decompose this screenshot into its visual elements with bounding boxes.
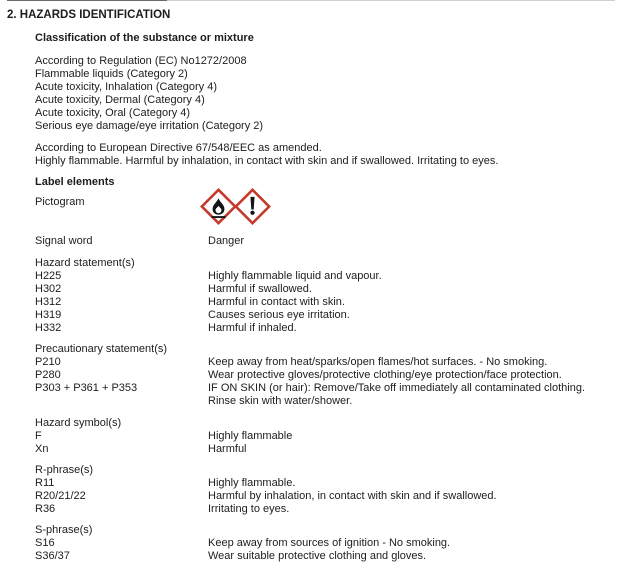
signal-word-row <box>35 235 615 248</box>
flame-pictogram-icon <box>200 188 237 225</box>
statement-code: H319 <box>35 309 62 321</box>
ghs-pictograms <box>200 188 615 225</box>
phrase-text: Highly flammable. <box>208 477 296 489</box>
phrase-text: Harmful by inhalation, in contact with skin and if swallowed. <box>208 490 497 502</box>
r-phrases-block <box>35 464 615 516</box>
classification-line: According to Regulation (EC) No1272/2008 <box>35 55 247 67</box>
statement-text: Keep away from heat/sparks/open flames/hot surfaces. - No smoking. <box>208 356 548 368</box>
statement-row <box>35 270 615 283</box>
statement-row <box>35 356 615 369</box>
crop-artifact-line <box>7 0 167 1</box>
phrase-text: Wear suitable protective clothing and gloves. <box>208 550 427 562</box>
statement-text: Causes serious eye irritation. <box>208 309 350 321</box>
phrase-row <box>35 550 615 563</box>
phrase-text: Keep away from sources of ignition - No smoking. <box>208 537 451 549</box>
phrase-text: Irritating to eyes. <box>208 503 290 515</box>
statement-row <box>35 382 615 408</box>
phrase-row <box>35 503 615 516</box>
section-content <box>35 32 615 563</box>
statement-text: Harmful in contact with skin. <box>208 296 345 308</box>
precautionary-statements-block <box>35 343 615 408</box>
statement-text-line2: Rinse skin with water/shower. <box>208 395 353 407</box>
classification-line: Acute toxicity, Inhalation (Category 4) <box>35 81 217 93</box>
statement-text: Harmful if inhaled. <box>208 322 297 334</box>
signal-word-value: Danger <box>208 235 245 247</box>
statement-code: H302 <box>35 283 62 295</box>
phrase-code: S36/37 <box>35 550 70 562</box>
classification-line: Acute toxicity, Dermal (Category 4) <box>35 94 205 106</box>
statement-text: Wear protective gloves/protective clothing/eye protection/face protection. <box>208 369 562 381</box>
phrase-code: R20/21/22 <box>35 490 86 502</box>
statement-row <box>35 309 615 322</box>
pictogram-label: Pictogram <box>35 196 85 208</box>
classification-line: Acute toxicity, Oral (Category 4) <box>35 107 191 119</box>
phrase-row <box>35 477 615 490</box>
hazard-symbols-heading: Hazard symbol(s) <box>35 417 122 429</box>
classification-line: Highly flammable. Harmful by inhalation, in contact with skin and if swallowed. Irritating to eyes. <box>35 155 499 167</box>
statement-code: P303 + P361 + P353 <box>35 382 138 394</box>
section-title: 2. HAZARDS IDENTIFICATION <box>7 9 171 21</box>
symbol-row <box>35 430 615 443</box>
hazard-statements-heading: Hazard statement(s) <box>35 257 135 269</box>
statement-row <box>35 283 615 296</box>
statement-text: Harmful if swallowed. <box>208 283 312 295</box>
hazard-symbols-block <box>35 417 615 456</box>
phrase-code: S16 <box>35 537 55 549</box>
symbol-row <box>35 443 615 456</box>
statement-code: P280 <box>35 369 61 381</box>
classification-heading: Classification of the substance or mixture <box>35 32 254 44</box>
symbol-text: Harmful <box>208 443 247 455</box>
crop-artifact-line <box>167 0 615 1</box>
signal-word-label: Signal word <box>35 235 93 247</box>
statement-code: H312 <box>35 296 62 308</box>
r-phrases-heading: R-phrase(s) <box>35 464 94 476</box>
hazard-statements-block <box>35 257 615 335</box>
phrase-code: R36 <box>35 503 56 515</box>
statement-code: P210 <box>35 356 61 368</box>
statement-text-line1: IF ON SKIN (or hair): Remove/Take off immediately all contaminated clothing. <box>208 382 586 394</box>
s-phrases-block <box>35 524 615 563</box>
statement-code: H225 <box>35 270 62 282</box>
phrase-code: R11 <box>35 477 55 489</box>
statement-text <box>208 382 615 408</box>
exclamation-mark-pictogram-icon <box>234 188 271 225</box>
classification-clp-block <box>35 55 615 133</box>
phrase-row <box>35 537 615 550</box>
statement-row <box>35 296 615 309</box>
symbol-code: F <box>35 430 42 442</box>
statement-row <box>35 322 615 335</box>
statement-text: Highly flammable liquid and vapour. <box>208 270 382 282</box>
s-phrases-heading: S-phrase(s) <box>35 524 93 536</box>
statement-code: H332 <box>35 322 62 334</box>
symbol-text: Highly flammable <box>208 430 293 442</box>
classification-line: According to European Directive 67/548/EEC as amended. <box>35 142 322 154</box>
label-elements-heading: Label elements <box>35 176 115 188</box>
classification-line: Serious eye damage/eye irritation (Category 2) <box>35 120 264 132</box>
phrase-row <box>35 490 615 503</box>
classification-line: Flammable liquids (Category 2) <box>35 68 188 80</box>
statement-row <box>35 369 615 382</box>
precautionary-statements-heading: Precautionary statement(s) <box>35 343 168 355</box>
classification-dsd-block <box>35 142 615 168</box>
symbol-code: Xn <box>35 443 49 455</box>
pictogram-row <box>35 196 615 225</box>
